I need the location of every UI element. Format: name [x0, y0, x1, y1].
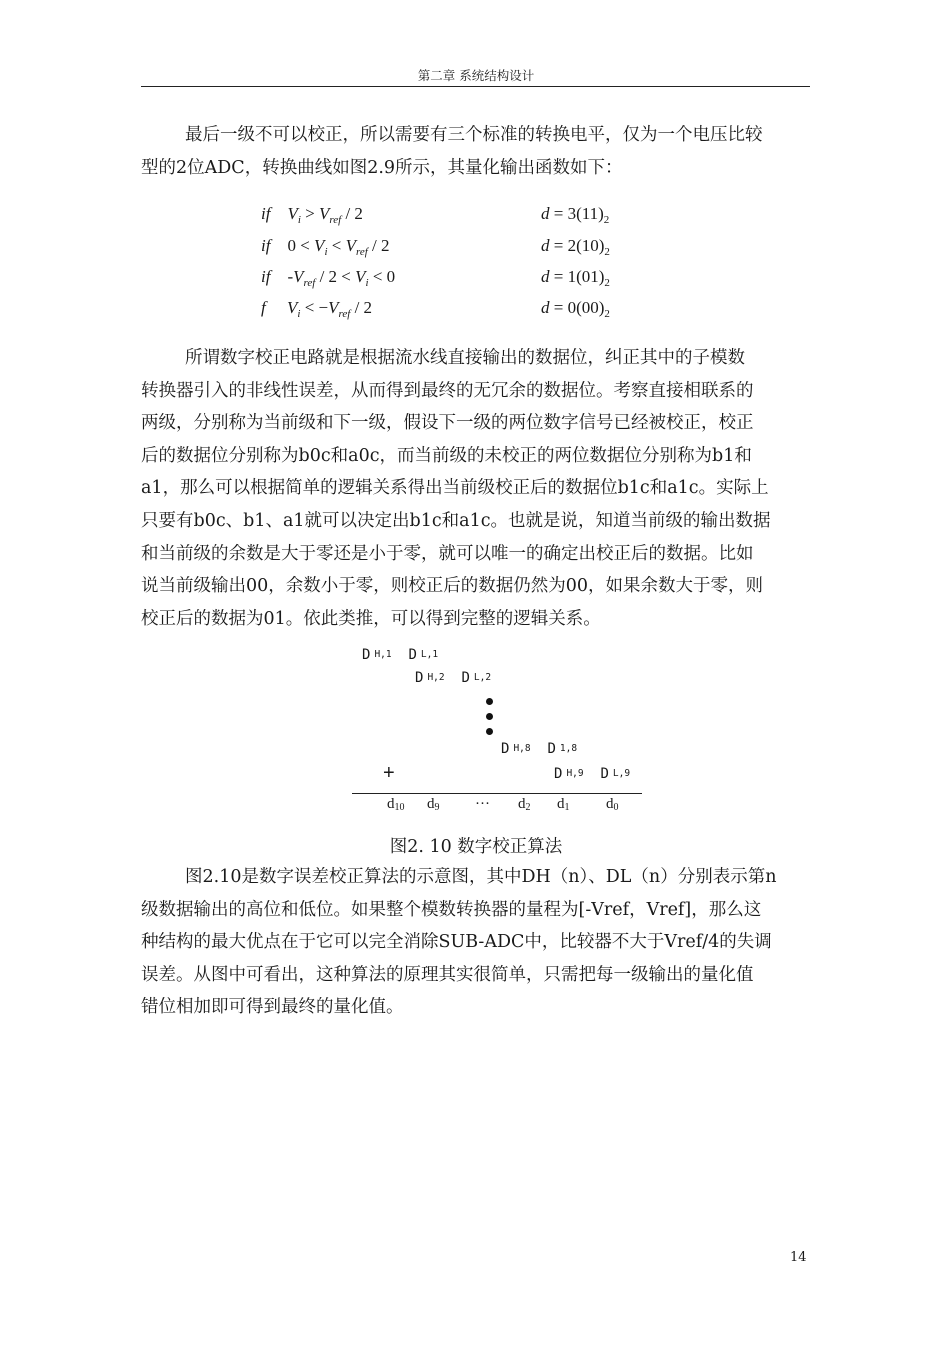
- stage-8-bits: D $_{H,8}$ D $_{1,8}$: [501, 741, 578, 757]
- text-line: 说当前级输出00，余数小于零，则校正后的数据仍然为00，如果余数大于零，则: [141, 576, 764, 597]
- stage-1-bits: D $_{H,1}$ D $_{L,1}$: [362, 647, 439, 663]
- result-bit: $d_1$: [557, 796, 570, 813]
- text-line: 和当前级的余数是大于零还是小于零，就可以唯一的确定出校正后的数据。比如: [141, 543, 754, 564]
- equation-result-1: $d = 3(11)_2$: [541, 204, 610, 226]
- text-line: 转换器引入的非线性误差，从而得到最终的无冗余的数据位。考察直接相联系的: [141, 380, 754, 401]
- text-line: 误差。从图中可看出，这种算法的原理其实很简单，只需把每一级输出的量化值: [141, 964, 754, 985]
- paragraph-3: [141, 861, 810, 1024]
- stage-9-bits: D $_{H,9}$ D $_{L,9}$: [554, 766, 631, 782]
- ellipsis-dot: [486, 728, 493, 735]
- result-bit: $d_0$: [606, 796, 619, 813]
- text-line: 只要有b0c、b1、a1就可以决定出b1c和a1c。也就是说，知道当前级的输出数据: [141, 510, 771, 531]
- text-line: 种结构的最大优点在于它可以完全消除SUB-ADC中，比较器不大于Vref/4的失调: [141, 932, 772, 953]
- text-line: 图2.10是数字误差校正算法的示意图，其中DH（n）、DL（n）分别表示第n: [185, 867, 777, 887]
- result-bit: $d_9$: [427, 796, 440, 813]
- text-line: 两级，分别称为当前级和下一级，假设下一级的两位数字信号已经被校正，校正: [141, 413, 754, 434]
- equation-result-2: $d = 2(10)_2$: [541, 236, 610, 258]
- paragraph-1: [141, 119, 810, 184]
- plus-sign: +: [383, 762, 395, 784]
- result-ellipsis: ···: [475, 796, 490, 812]
- equation-row-1: if $V_i > V_{ref} / 2$: [261, 204, 363, 226]
- text-line: 最后一级不可以校正，所以需要有三个标准的转换电平，仅为一个电压比较: [185, 125, 763, 145]
- text-line: a1，那么可以根据简单的逻辑关系得出当前级校正后的数据位b1c和a1c。实际上: [141, 478, 769, 499]
- stage-2-bits: D $_{H,2}$ D $_{L,2}$: [415, 670, 492, 686]
- ellipsis-dot: [486, 713, 493, 720]
- text-line: 后的数据位分别称为b0c和a0c，而当前级的未校正的两位数据位分别称为b1和: [141, 445, 752, 466]
- equation-result-4: $d = 0(00)_2$: [541, 298, 610, 320]
- equation-row-2: if $0 < V_i < V_{ref} / 2$: [261, 236, 390, 258]
- sum-rule: [352, 793, 642, 794]
- text-line: 型的2位ADC，转换曲线如图2.9所示，其量化输出函数如下：: [141, 157, 623, 178]
- result-bit: $d_2$: [518, 796, 531, 813]
- page-number: 14: [790, 1250, 807, 1265]
- running-header: 第二章 系统结构设计: [417, 68, 535, 83]
- text-line: 所谓数字校正电路就是根据流水线直接输出的数据位，纠正其中的子模数: [185, 348, 745, 368]
- text-line: 校正后的数据为01。依此类推，可以得到完整的逻辑关系。: [141, 608, 601, 629]
- header-rule: [141, 86, 810, 87]
- figure-caption: 图2. 10 数字校正算法: [389, 837, 563, 857]
- ellipsis-dot: [486, 698, 493, 705]
- paragraph-2: [141, 342, 810, 635]
- result-bit: $d_{10}$: [387, 796, 405, 813]
- digital-correction-figure: [352, 642, 662, 832]
- text-line: 级数据输出的高位和低位。如果整个模数转换器的量程为[-Vref，Vref]，那么这: [141, 899, 762, 920]
- text-line: 错位相加即可得到最终的量化值。: [141, 997, 404, 1018]
- equation-row-3: if $-V_{ref} / 2 < V_i < 0$: [261, 267, 396, 289]
- equation-result-3: $d = 1(01)_2$: [541, 267, 610, 289]
- equation-row-4: f $V_i < -V_{ref} / 2$: [261, 298, 373, 320]
